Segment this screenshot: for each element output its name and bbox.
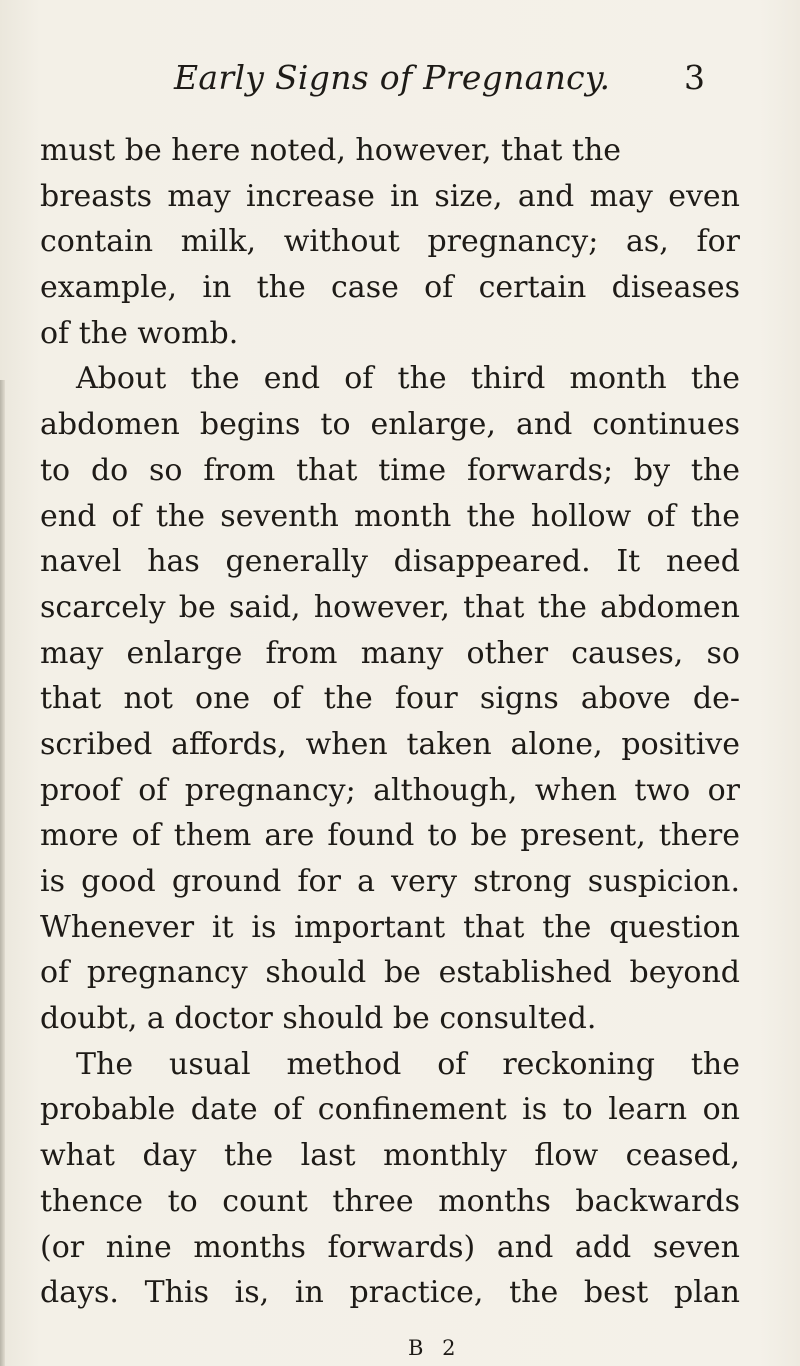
text-line: Whenever it is important that the question — [40, 909, 740, 945]
text-line: thence to count three months backwards — [40, 1183, 740, 1219]
text-line: end of the seventh month the hollow of the — [40, 498, 740, 534]
text-line: must be here noted, however, that the — [40, 133, 622, 168]
text-line: of the womb. — [40, 315, 239, 351]
text-line: probable date of confinement is to learn on — [40, 1092, 740, 1128]
text-line: is good ground for a very strong suspicion. — [40, 864, 740, 899]
text-line: more of them are found to be present, there — [40, 818, 740, 854]
text-line: to do so from that time forwards; by the — [40, 452, 740, 488]
text-line: navel has generally disappeared. It need — [40, 544, 740, 580]
body-text — [40, 128, 740, 1316]
text-line: scarcely be said, however, that the abdomen — [40, 589, 740, 625]
text-line: About the end of the third month the — [76, 361, 740, 397]
text-line: what day the last monthly flow ceased, — [40, 1138, 740, 1174]
text-line: example, in the case of certain diseases — [40, 270, 740, 306]
text-line: that not one of the four signs above de- — [40, 681, 740, 717]
text-line: scribed affords, when taken alone, positive — [40, 726, 740, 762]
signature-mark: B 2 — [408, 1336, 462, 1360]
text-line: (or nine months forwards) and add seven — [40, 1229, 740, 1265]
text-line: doubt, a doctor should be consulted. — [40, 1001, 597, 1037]
running-title: Early Signs of Pregnancy. — [174, 58, 611, 97]
text-line: breasts may increase in size, and may even — [40, 178, 740, 214]
text-line: may enlarge from many other causes, so — [40, 635, 740, 671]
page-binding-edge — [0, 380, 5, 1366]
text-line: contain milk, without pregnancy; as, for — [40, 224, 740, 260]
page-header — [0, 58, 800, 108]
text-line: The usual method of reckoning the — [76, 1046, 740, 1082]
text-line: abdomen begins to enlarge, and continues — [40, 407, 740, 443]
text-line: of pregnancy should be established beyond — [40, 955, 740, 991]
text-line: days. This is, in practice, the best plan — [40, 1275, 740, 1311]
text-line: proof of pregnancy; although, when two or — [40, 772, 740, 808]
page-number: 3 — [684, 58, 705, 97]
